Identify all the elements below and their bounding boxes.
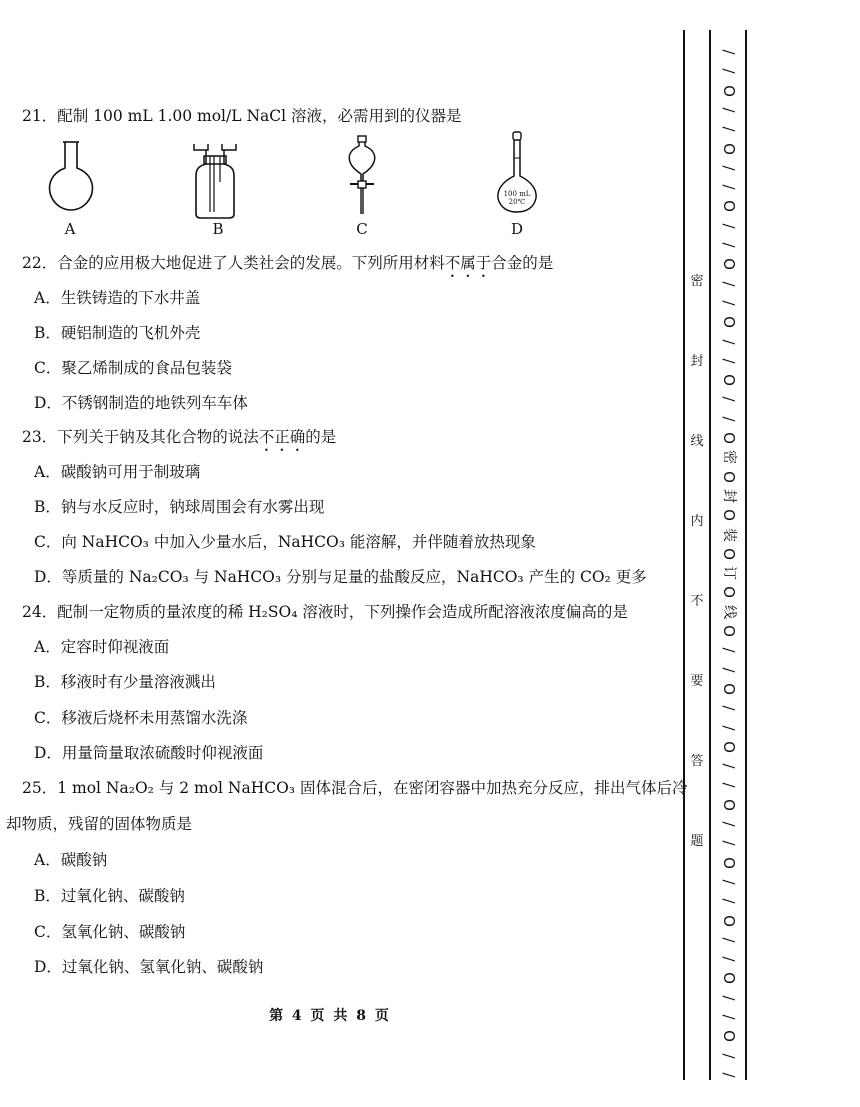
seal-circle-icon: O [720,683,738,695]
seal-circle-icon: O [720,509,738,522]
binding-char-nei: 内 [690,514,704,529]
binding-char-yao: 要 [690,674,704,689]
stem-emphasis: 不正确 [258,428,306,446]
question-24-option-b: B．移液时有少量溶液溅出 [34,673,216,691]
question-22-option-c: C．聚乙烯制成的食品包装袋 [34,359,232,377]
flask-temperature-label: 20℃ [508,198,526,206]
question-25-option-c: C．氢氧化钠、碳酸钠 [34,923,186,941]
seal-circle-icon: O [720,586,738,599]
question-23-option-a: A．碳酸钠可用于制玻璃 [34,463,201,481]
binding-char-xian: 线 [690,434,704,449]
question-22-option-d: D．不锈钢制造的地铁列车车体 [34,394,248,412]
question-24-option-a: A．定容时仰视液面 [34,638,170,656]
seal-char: 密 [721,450,737,465]
seal-circle-icon: O [720,798,738,811]
seal-slash-icon: / [720,667,738,673]
question-25-option-a: A．碳酸钠 [34,851,108,869]
binding-char-da: 答 [690,754,704,769]
seal-slash-icon: / [720,1014,738,1020]
question-23-option-b: B．钠与水反应时，钠球周围会有水雾出现 [34,498,325,516]
figure-label-c: C [356,220,368,238]
seal-circle-icon: O [720,547,738,560]
seal-circle-icon: O [720,200,738,213]
binding-char-feng: 封 [690,354,704,369]
question-24-stem: 24．配制一定物质的量浓度的稀 H₂SO₄ 溶液时，下列操作会造成所配溶液浓度偏高的是 [22,603,628,621]
seal-slash-icon: / [720,358,738,364]
seal-circle-icon: O [720,84,738,97]
flask-volume-label: 100 mL [503,190,531,198]
seal-slash-icon: / [720,126,738,132]
seal-slash-icon: / [720,184,738,190]
seal-circle-icon: O [720,374,738,387]
stem-text: 23．下列关于钠及其化合物的说法 [22,428,259,446]
seal-slash-icon: / [720,68,738,74]
seal-slash-icon: / [720,107,738,113]
seal-slash-icon: / [720,821,738,827]
seal-slash-icon: / [720,782,738,788]
question-22-option-a: A．生铁铸造的下水井盖 [34,289,201,307]
stem-emphasis: 不属于 [444,254,492,272]
seal-slash-icon: / [720,281,738,287]
figure-label-d: D [510,220,524,238]
seal-char: 封 [721,488,737,503]
binding-char-bu: 不 [690,594,704,609]
figure-label-b: B [212,220,224,238]
seal-slash-icon: / [720,840,738,846]
figure-label-a: A [64,220,76,238]
seal-slash-icon: / [720,879,738,885]
seal-slash-icon: / [720,725,738,731]
seal-slash-icon: / [720,898,738,904]
question-21-stem: 21．配制 100 mL 1.00 mol/L NaCl 溶液，必需用到的仪器是 [22,107,462,125]
seal-slash-icon: / [720,763,738,769]
seal-column [714,0,744,1107]
question-25-stem-line-2: 却物质，残留的固体物质是 [6,815,193,833]
seal-circle-icon: O [720,856,738,869]
page-number-footer: 第 4 页 共 8 页 [269,1008,391,1024]
stem-text: 合金的是 [491,254,554,272]
stem-text: 的是 [305,428,337,446]
seal-slash-icon: / [720,300,738,306]
binding-char-mi: 密 [690,274,704,289]
seal-slash-icon: / [720,1053,738,1059]
seal-slash-icon: / [720,49,738,55]
seal-slash-icon: / [720,647,738,653]
question-23-option-d: D．等质量的 Na₂CO₃ 与 NaHCO₃ 分别与足量的盐酸反应，NaHCO₃ 产生的 CO₂ 更多 [34,568,647,586]
question-25-stem-line-1: 25．1 mol Na₂O₂ 与 2 mol NaHCO₃ 固体混合后，在密闭容器中加热充分反应，排出气体后冷 [22,779,688,797]
question-24-option-c: C．移液后烧杯未用蒸馏水洗涤 [34,709,248,727]
seal-slash-icon: / [720,995,738,1001]
seal-slash-icon: / [720,1072,738,1078]
seal-circle-icon: O [720,1030,738,1043]
question-25-option-d: D．过氧化钠、氢氧化钠、碳酸钠 [34,958,264,976]
binding-char-ti: 题 [690,834,704,849]
question-25-option-b: B．过氧化钠、碳酸钠 [34,887,185,905]
question-24-option-d: D．用量筒量取浓硫酸时仰视液面 [34,744,264,762]
seal-circle-icon: O [720,972,738,985]
seal-slash-icon: / [720,937,738,943]
seal-slash-icon: / [720,956,738,962]
seal-slash-icon: / [720,338,738,345]
seal-char: 订 [721,566,737,581]
seal-circle-icon: O [720,258,738,271]
seal-circle-icon: O [720,316,738,329]
seal-slash-icon: / [720,165,738,171]
seal-slash-icon: / [720,242,738,248]
seal-circle-icon: O [720,625,738,637]
seal-char: 装 [721,527,737,542]
seal-slash-icon: / [720,223,738,229]
question-22-option-b: B．硬铝制造的飞机外壳 [34,324,201,342]
seal-slash-icon: / [720,396,738,402]
question-23-option-c: C．向 NaHCO₃ 中加入少量水后，NaHCO₃ 能溶解，并伴随着放热现象 [34,533,536,551]
seal-char: 线 [721,604,737,619]
seal-circle-icon: O [720,914,738,927]
seal-circle-icon: O [720,432,738,444]
seal-slash-icon: / [720,705,738,711]
seal-circle-icon: O [720,470,738,483]
seal-circle-icon: O [720,142,738,155]
seal-slash-icon: / [720,416,738,422]
seal-circle-icon: O [720,740,738,753]
stem-text: 22．合金的应用极大地促进了人类社会的发展。下列所用材料 [22,254,445,272]
